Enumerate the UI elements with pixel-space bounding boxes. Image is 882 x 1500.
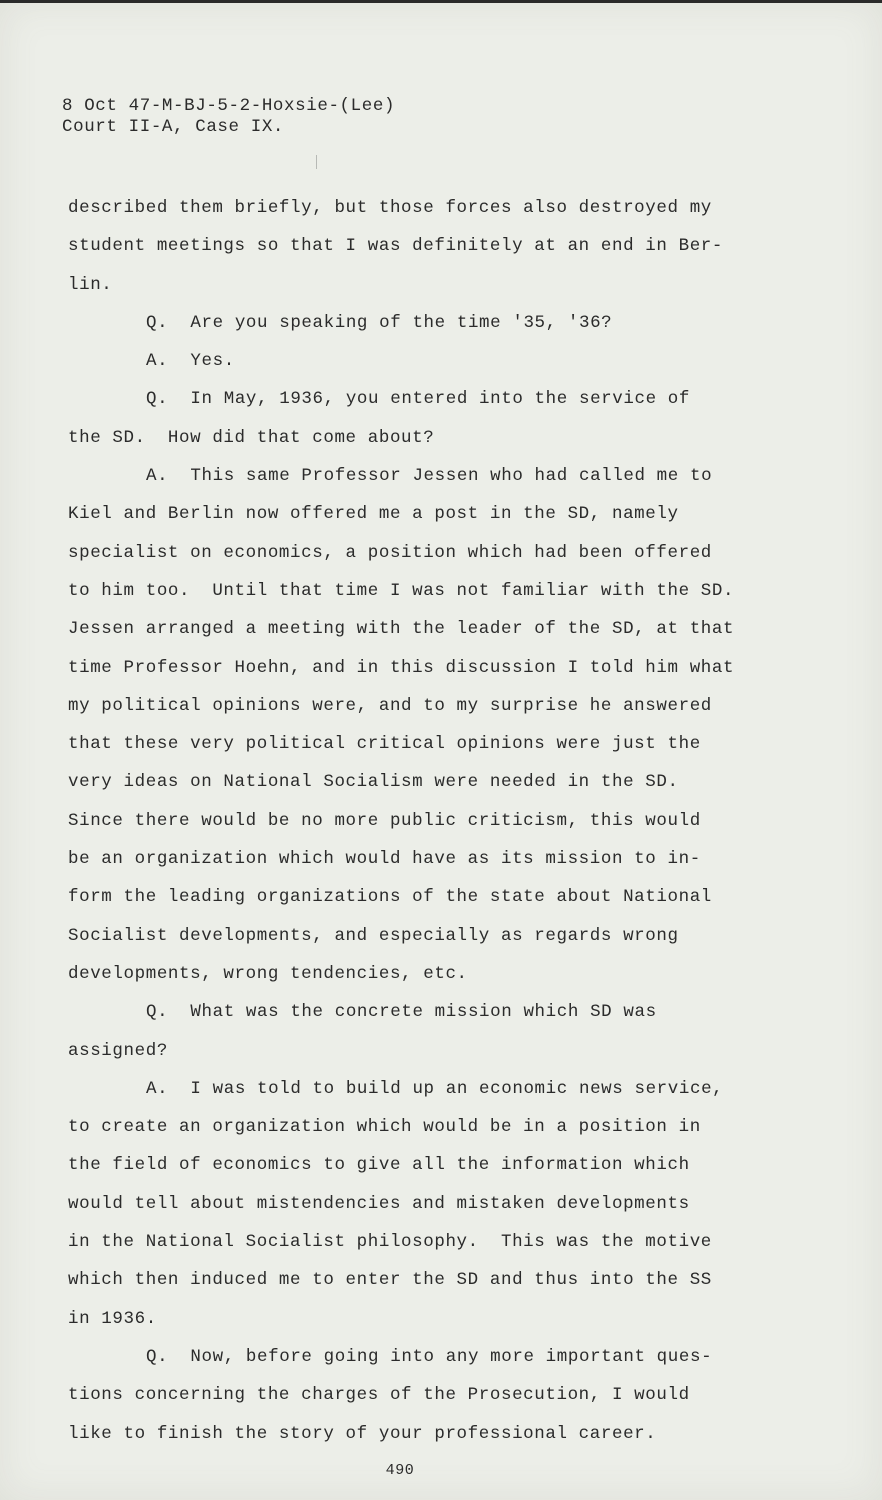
transcript-line: Q. Are you speaking of the time '35, '36? (146, 312, 613, 333)
transcript-line: developments, wrong tendencies, etc. (68, 963, 468, 984)
page-top-edge (0, 0, 882, 3)
transcript-line: like to finish the story of your professional career. (68, 1423, 657, 1444)
transcript-line: student meetings so that I was definitely at an end in Ber- (68, 236, 724, 257)
transcript-line: described them briefly, but those forces also destroyed my (68, 198, 712, 218)
stray-mark (316, 155, 317, 169)
transcript-line: Q. In May, 1936, you entered into the service of (146, 389, 690, 410)
transcript-line: be an organization which would have as its mission to in- (68, 849, 701, 870)
transcript-line: would tell about mistendencies and mistaken developments (68, 1193, 690, 1214)
transcript-line: tions concerning the charges of the Prosecution, I would (68, 1385, 690, 1406)
transcript-line: that these very political critical opinions were just the (68, 734, 701, 755)
transcript-line: my political opinions were, and to my surprise he answered (68, 695, 712, 716)
transcript-line: to him too. Until that time I was not familiar with the SD. (68, 580, 735, 601)
header-court-line: Court II-A, Case IX. (62, 117, 285, 137)
transcript-line: form the leading organizations of the state about National (68, 887, 712, 908)
transcript-line: assigned? (68, 1040, 168, 1061)
transcript-line: Socialist developments, and especially as regards wrong (68, 925, 679, 946)
page-number: 490 (385, 1462, 415, 1479)
transcript-line: A. Yes. (146, 351, 235, 372)
transcript-line: in 1936. (68, 1308, 157, 1329)
transcript-line: Q. Now, before going into any more important ques- (146, 1346, 713, 1367)
transcript-line: to create an organization which would be in a position in (68, 1117, 701, 1138)
transcript-line: which then induced me to enter the SD and thus into the SS (68, 1270, 712, 1291)
transcript-line: lin. (68, 274, 113, 295)
transcript-line: Q. What was the concrete mission which SD was (146, 1002, 657, 1023)
transcript-line: Jessen arranged a meeting with the leader of the SD, at that (68, 619, 735, 640)
transcript-line: time Professor Hoehn, and in this discussion I told him what (68, 657, 735, 678)
transcript-line: A. This same Professor Jessen who had called me to (146, 466, 713, 487)
transcript-line: very ideas on National Socialism were needed in the SD. (68, 772, 679, 793)
transcript-line: the SD. How did that come about? (68, 427, 435, 448)
transcript-body (68, 189, 768, 1453)
transcript-line: A. I was told to build up an economic news service, (146, 1078, 724, 1099)
header-reference-line: 8 Oct 47-M-BJ-5-2-Hoxsie-(Lee) (62, 96, 396, 116)
transcript-line: specialist on economics, a position which had been offered (68, 542, 712, 563)
transcript-line: Kiel and Berlin now offered me a post in the SD, namely (68, 504, 679, 525)
transcript-line: in the National Socialist philosophy. This was the motive (68, 1232, 712, 1253)
transcript-line: Since there would be no more public criticism, this would (68, 810, 701, 831)
transcript-line: the field of economics to give all the information which (68, 1155, 690, 1176)
